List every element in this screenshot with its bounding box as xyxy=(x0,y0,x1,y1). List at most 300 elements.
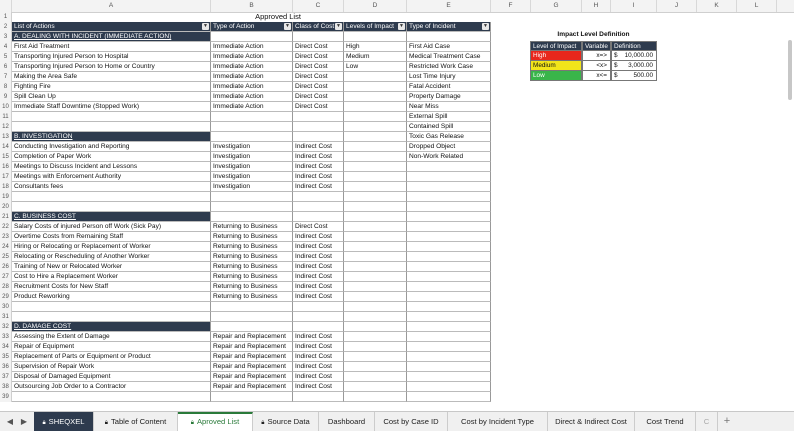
tab-aproved-list[interactable] xyxy=(178,412,253,431)
filter-dropdown-icon[interactable]: ▼ xyxy=(399,23,404,29)
cell-e[interactable]: Lost Time Injury xyxy=(407,72,491,82)
table-row xyxy=(0,312,794,322)
cell-e[interactable] xyxy=(407,172,491,182)
column-header-l[interactable]: L xyxy=(737,0,777,12)
tab-source-data[interactable] xyxy=(253,412,319,431)
column-header-c[interactable]: C xyxy=(293,0,344,12)
cell-d[interactable] xyxy=(344,352,407,362)
row-number[interactable]: 38 xyxy=(0,382,12,392)
tab-cost-by-incident-type[interactable] xyxy=(448,412,548,431)
cell-a[interactable]: Salary Costs of injured Person off Work (Sick Pay) xyxy=(12,222,211,232)
impact-variable[interactable]: x=> xyxy=(582,51,611,61)
cell-e[interactable]: Property Damage xyxy=(407,92,491,102)
cell-b[interactable] xyxy=(211,122,293,132)
tab-cost-trend[interactable] xyxy=(635,412,696,431)
cell-e[interactable] xyxy=(407,322,491,332)
row-number[interactable]: 32 xyxy=(0,322,12,332)
cell-e[interactable] xyxy=(407,292,491,302)
cell-b[interactable] xyxy=(211,212,293,222)
cell-d[interactable] xyxy=(344,142,407,152)
cell-e[interactable]: Fatal Accident xyxy=(407,82,491,92)
cell-a[interactable]: Product Reworking xyxy=(12,292,211,302)
cell-b[interactable]: Immediate Action xyxy=(211,62,293,72)
cell-a[interactable]: Outsourcing Job Order to a Contractor xyxy=(12,382,211,392)
impact-level-medium[interactable]: Medium xyxy=(530,61,582,71)
cell-a[interactable]: Fighting Fire xyxy=(12,82,211,92)
row-number[interactable]: 28 xyxy=(0,282,12,292)
tab-label: Table of Content xyxy=(110,417,167,426)
cell-c[interactable] xyxy=(293,112,344,122)
cell-b[interactable]: Immediate Action xyxy=(211,72,293,82)
impact-variable[interactable]: <x> xyxy=(582,61,611,71)
filter-dropdown-icon[interactable]: ▼ xyxy=(483,23,488,29)
table-row xyxy=(0,72,794,82)
cell-d[interactable] xyxy=(344,82,407,92)
cell-b[interactable]: Returning to Business xyxy=(211,242,293,252)
impact-row xyxy=(530,51,657,61)
cell-a[interactable]: Repair of Equipment xyxy=(12,342,211,352)
cell-c[interactable]: Indirect Cost xyxy=(293,242,344,252)
cell-a[interactable]: Training of New or Relocated Worker xyxy=(12,262,211,272)
cell-a[interactable]: Relocating or Rescheduling of Another Worker xyxy=(12,252,211,262)
row-number[interactable]: 23 xyxy=(0,232,12,242)
cell-e[interactable] xyxy=(407,262,491,272)
cell-c[interactable]: Indirect Cost xyxy=(293,162,344,172)
cell-b[interactable]: Repair and Replacement xyxy=(211,372,293,382)
cell-d[interactable] xyxy=(344,382,407,392)
cell-e[interactable] xyxy=(407,222,491,232)
filter-dropdown-icon[interactable]: ▼ xyxy=(285,23,290,29)
cell-e[interactable] xyxy=(407,192,491,202)
row-number[interactable]: 12 xyxy=(0,122,12,132)
cell-a[interactable]: Transporting Injured Person to Hospital xyxy=(12,52,211,62)
cell-d[interactable] xyxy=(344,112,407,122)
cell-b[interactable]: Repair and Replacement xyxy=(211,352,293,362)
cell-c[interactable]: Indirect Cost xyxy=(293,292,344,302)
cell-d[interactable] xyxy=(344,32,407,42)
cell-c[interactable]: Indirect Cost xyxy=(293,282,344,292)
cell-d[interactable]: High xyxy=(344,42,407,52)
cell-d[interactable] xyxy=(344,102,407,112)
cell-e[interactable] xyxy=(407,252,491,262)
row-number[interactable]: 5 xyxy=(0,52,12,62)
column-header-e[interactable]: E xyxy=(407,0,491,12)
cell-a[interactable] xyxy=(12,312,211,322)
cell-b[interactable]: Investigation xyxy=(211,182,293,192)
cell-c[interactable]: Direct Cost xyxy=(293,92,344,102)
column-header-a[interactable]: A xyxy=(12,0,211,12)
impact-definition[interactable] xyxy=(611,61,657,71)
cell-d[interactable] xyxy=(344,362,407,372)
cell-a[interactable]: Transporting Injured Person to Home or Country xyxy=(12,62,211,72)
row-number[interactable]: 13 xyxy=(0,132,12,142)
row-number[interactable]: 19 xyxy=(0,192,12,202)
cell-b[interactable]: Repair and Replacement xyxy=(211,332,293,342)
row-number[interactable]: 33 xyxy=(0,332,12,342)
filter-dropdown-icon[interactable]: ▼ xyxy=(203,23,208,29)
table-row xyxy=(0,332,794,342)
cell-e[interactable]: Non-Work Related xyxy=(407,152,491,162)
cell-c[interactable]: Indirect Cost xyxy=(293,152,344,162)
cell-c[interactable]: Direct Cost xyxy=(293,62,344,72)
row-number[interactable]: 25 xyxy=(0,252,12,262)
cell-d[interactable] xyxy=(344,162,407,172)
cell-b[interactable]: Immediate Action xyxy=(211,102,293,112)
row-number[interactable]: 17 xyxy=(0,172,12,182)
cell-d[interactable] xyxy=(344,302,407,312)
impact-header-cell: Definition xyxy=(611,41,657,51)
row-number[interactable]: 9 xyxy=(0,92,12,102)
cell-d[interactable] xyxy=(344,212,407,222)
row-number[interactable]: 27 xyxy=(0,272,12,282)
cell-b[interactable]: Immediate Action xyxy=(211,92,293,102)
cell-c[interactable] xyxy=(293,122,344,132)
tab-table-of-content[interactable] xyxy=(94,412,178,431)
cell-b[interactable]: Immediate Action xyxy=(211,82,293,92)
cell-e[interactable] xyxy=(407,182,491,192)
row-number[interactable]: 20 xyxy=(0,202,12,212)
cell-e[interactable] xyxy=(407,382,491,392)
cell-d[interactable]: Low xyxy=(344,62,407,72)
table-row xyxy=(0,92,794,102)
cell-b[interactable]: Repair and Replacement xyxy=(211,362,293,372)
cell-b[interactable] xyxy=(211,322,293,332)
cell-b[interactable]: Repair and Replacement xyxy=(211,382,293,392)
cell-d[interactable] xyxy=(344,152,407,162)
cell-a[interactable] xyxy=(12,122,211,132)
row-number[interactable]: 34 xyxy=(0,342,12,352)
cell-e[interactable]: Dropped Object xyxy=(407,142,491,152)
column-header-h[interactable]: H xyxy=(582,0,611,12)
column-title-class-of-cost xyxy=(293,22,344,32)
cell-b[interactable] xyxy=(211,202,293,212)
cell-c[interactable]: Indirect Cost xyxy=(293,252,344,262)
cell-a[interactable] xyxy=(12,392,211,402)
cell-d[interactable] xyxy=(344,72,407,82)
cell-c[interactable] xyxy=(293,132,344,142)
lock-icon: 🔒︎ xyxy=(104,420,108,426)
table-row xyxy=(0,62,794,72)
cell-e[interactable] xyxy=(407,302,491,312)
cell-b[interactable] xyxy=(211,192,293,202)
filter-dropdown-icon[interactable]: ▼ xyxy=(336,23,341,29)
cell-d[interactable] xyxy=(344,92,407,102)
cell-c[interactable] xyxy=(293,312,344,322)
cell-b[interactable] xyxy=(211,112,293,122)
cell-a[interactable]: Cost to Hire a Replacement Worker xyxy=(12,272,211,282)
cell-c[interactable]: Direct Cost xyxy=(293,82,344,92)
row-number[interactable]: 10 xyxy=(0,102,12,112)
cell-d[interactable] xyxy=(344,292,407,302)
cell-d[interactable] xyxy=(344,132,407,142)
tab-dashboard[interactable] xyxy=(319,412,375,431)
impact-level-high[interactable]: High xyxy=(530,51,582,61)
header-label: Type of Incident xyxy=(409,23,456,30)
cell-e[interactable] xyxy=(407,242,491,252)
cell-e[interactable]: Near Miss xyxy=(407,102,491,112)
row-number[interactable]: 30 xyxy=(0,302,12,312)
column-header-i[interactable]: I xyxy=(611,0,657,12)
cell-d[interactable]: Medium xyxy=(344,52,407,62)
cell-b[interactable] xyxy=(211,392,293,402)
header-label: Class of Cost xyxy=(295,23,335,30)
cell-e[interactable] xyxy=(407,212,491,222)
table-row xyxy=(0,212,794,222)
cell-d[interactable] xyxy=(344,242,407,252)
table-row xyxy=(0,372,794,382)
row-number[interactable]: 6 xyxy=(0,62,12,72)
row-number[interactable]: 8 xyxy=(0,82,12,92)
cell-c[interactable]: Direct Cost xyxy=(293,42,344,52)
row-number[interactable]: 11 xyxy=(0,112,12,122)
cell-d[interactable] xyxy=(344,282,407,292)
cell-a[interactable]: Spill Clean Up xyxy=(12,92,211,102)
cell-c[interactable]: Indirect Cost xyxy=(293,382,344,392)
cell-c[interactable]: Indirect Cost xyxy=(293,332,344,342)
cell-e[interactable] xyxy=(407,202,491,212)
table-row xyxy=(0,132,794,142)
cell-c[interactable]: Direct Cost xyxy=(293,102,344,112)
table-row xyxy=(0,252,794,262)
table-row xyxy=(0,162,794,172)
cell-a[interactable]: C. BUSINESS COST xyxy=(12,212,211,222)
cell-a[interactable]: Conducting Investigation and Reporting xyxy=(12,142,211,152)
cell-c[interactable]: Indirect Cost xyxy=(293,342,344,352)
cell-a[interactable]: Meetings with Enforcement Authority xyxy=(12,172,211,182)
column-header-k[interactable]: K xyxy=(697,0,737,12)
cell-b[interactable]: Returning to Business xyxy=(211,282,293,292)
cell-e[interactable] xyxy=(407,372,491,382)
cell-b[interactable]: Returning to Business xyxy=(211,272,293,282)
cell-c[interactable] xyxy=(293,212,344,222)
row-number[interactable]: 14 xyxy=(0,142,12,152)
tab-cost-by-case-id[interactable] xyxy=(375,412,448,431)
impact-variable[interactable]: x<= xyxy=(582,71,611,81)
cell-b[interactable]: Returning to Business xyxy=(211,262,293,272)
cell-b[interactable]: Investigation xyxy=(211,152,293,162)
cell-d[interactable] xyxy=(344,252,407,262)
cell-c[interactable]: Indirect Cost xyxy=(293,172,344,182)
row-number[interactable]: 18 xyxy=(0,182,12,192)
cell-d[interactable] xyxy=(344,182,407,192)
cell-c[interactable]: Indirect Cost xyxy=(293,372,344,382)
impact-row xyxy=(530,71,657,81)
cell-c[interactable]: Direct Cost xyxy=(293,222,344,232)
row-number[interactable]: 31 xyxy=(0,312,12,322)
cell-d[interactable] xyxy=(344,312,407,322)
cell-d[interactable] xyxy=(344,342,407,352)
cell-b[interactable]: Immediate Action xyxy=(211,42,293,52)
impact-definition[interactable] xyxy=(611,71,657,81)
row-number[interactable]: 35 xyxy=(0,352,12,362)
cell-e[interactable] xyxy=(407,352,491,362)
cell-e[interactable] xyxy=(407,272,491,282)
tab-scroll-left-icon[interactable]: ◀ xyxy=(6,417,14,426)
tab-c[interactable] xyxy=(696,412,718,431)
cell-e[interactable]: Restricted Work Case xyxy=(407,62,491,72)
cell-a[interactable]: Making the Area Safe xyxy=(12,72,211,82)
cell-b[interactable]: Returning to Business xyxy=(211,222,293,232)
cell-a[interactable] xyxy=(12,202,211,212)
cell-b[interactable]: Investigation xyxy=(211,142,293,152)
column-header-f[interactable]: F xyxy=(491,0,531,12)
row-number[interactable]: 15 xyxy=(0,152,12,162)
impact-definition[interactable] xyxy=(611,51,657,61)
tab-sheqxel[interactable] xyxy=(34,412,94,431)
row-number[interactable]: 4 xyxy=(0,42,12,52)
cell-e[interactable]: Medical Treatment Case xyxy=(407,52,491,62)
cell-c[interactable] xyxy=(293,392,344,402)
cell-d[interactable] xyxy=(344,122,407,132)
cell-a[interactable]: Recruitment Costs for New Staff xyxy=(12,282,211,292)
cell-b[interactable] xyxy=(211,32,293,42)
impact-header-cell: Variable xyxy=(582,41,611,51)
cell-b[interactable]: Repair and Replacement xyxy=(211,342,293,352)
row-number[interactable]: 22 xyxy=(0,222,12,232)
column-header-g[interactable]: G xyxy=(531,0,582,12)
column-header-j[interactable]: J xyxy=(657,0,697,12)
cell-d[interactable] xyxy=(344,222,407,232)
tab-label: Cost by Incident Type xyxy=(461,417,534,426)
cell-e[interactable]: External Spill xyxy=(407,112,491,122)
impact-header-row xyxy=(530,41,657,51)
cell-c[interactable]: Indirect Cost xyxy=(293,352,344,362)
cell-e[interactable] xyxy=(407,162,491,172)
cell-d[interactable] xyxy=(344,262,407,272)
cell-c[interactable]: Direct Cost xyxy=(293,72,344,82)
row-number[interactable]: 39 xyxy=(0,392,12,402)
cell-b[interactable] xyxy=(211,132,293,142)
cell-d[interactable] xyxy=(344,172,407,182)
row-number[interactable]: 24 xyxy=(0,242,12,252)
cell-a[interactable] xyxy=(12,112,211,122)
cell-b[interactable] xyxy=(211,312,293,322)
cell-b[interactable]: Returning to Business xyxy=(211,232,293,242)
cell-d[interactable] xyxy=(344,392,407,402)
row-number[interactable]: 36 xyxy=(0,362,12,372)
cell-c[interactable]: Indirect Cost xyxy=(293,362,344,372)
cell-a[interactable]: Overtime Costs from Remaining Staff xyxy=(12,232,211,242)
cell-b[interactable]: Investigation xyxy=(211,162,293,172)
cell-e[interactable] xyxy=(407,362,491,372)
cell-c[interactable] xyxy=(293,192,344,202)
cell-a[interactable]: Meetings to Discuss Incident and Lessons xyxy=(12,162,211,172)
cell-e[interactable] xyxy=(407,332,491,342)
row-number[interactable]: 1 xyxy=(0,12,12,22)
impact-level-low[interactable]: Low xyxy=(530,71,582,81)
row-number[interactable]: 37 xyxy=(0,372,12,382)
cell-a[interactable]: D. DAMAGE COST xyxy=(12,322,211,332)
cell-c[interactable] xyxy=(293,302,344,312)
cell-d[interactable] xyxy=(344,272,407,282)
cell-c[interactable]: Indirect Cost xyxy=(293,232,344,242)
cell-b[interactable]: Immediate Action xyxy=(211,52,293,62)
cell-e[interactable] xyxy=(407,32,491,42)
cell-e[interactable]: Contained Spill xyxy=(407,122,491,132)
cell-c[interactable] xyxy=(293,322,344,332)
cell-a[interactable]: Assessing the Extent of Damage xyxy=(12,332,211,342)
table-row xyxy=(0,222,794,232)
cell-a[interactable]: Disposal of Damaged Equipment xyxy=(12,372,211,382)
cell-e[interactable] xyxy=(407,392,491,402)
cell-c[interactable] xyxy=(293,32,344,42)
column-header-d[interactable]: D xyxy=(344,0,407,12)
tab-scroll-right-icon[interactable]: ▶ xyxy=(20,417,28,426)
cell-a[interactable]: Hiring or Relocating or Replacement of Worker xyxy=(12,242,211,252)
cell-c[interactable]: Indirect Cost xyxy=(293,272,344,282)
cell-c[interactable]: Indirect Cost xyxy=(293,142,344,152)
cell-d[interactable] xyxy=(344,232,407,242)
tab-direct-indirect-cost[interactable] xyxy=(548,412,635,431)
row-number[interactable]: 7 xyxy=(0,72,12,82)
cell-c[interactable]: Indirect Cost xyxy=(293,262,344,272)
lock-icon: 🔒︎ xyxy=(261,420,265,426)
cell-e[interactable]: Toxic Gas Release xyxy=(407,132,491,142)
cell-d[interactable] xyxy=(344,332,407,342)
cell-b[interactable]: Investigation xyxy=(211,172,293,182)
cell-c[interactable] xyxy=(293,202,344,212)
column-title-levels-of-impact xyxy=(344,22,407,32)
table-row xyxy=(0,52,794,62)
cell-c[interactable]: Indirect Cost xyxy=(293,182,344,192)
row-number[interactable]: 29 xyxy=(0,292,12,302)
cell-c[interactable]: Direct Cost xyxy=(293,52,344,62)
add-sheet-button[interactable]: + xyxy=(723,415,731,427)
cell-e[interactable] xyxy=(407,282,491,292)
row-number[interactable]: 3 xyxy=(0,32,12,42)
cell-a[interactable]: Consultants fees xyxy=(12,182,211,192)
cell-d[interactable] xyxy=(344,372,407,382)
select-all-corner[interactable] xyxy=(0,0,12,12)
cell-a[interactable] xyxy=(12,192,211,202)
table-row xyxy=(0,32,794,42)
cell-a[interactable]: A. DEALING WITH INCIDENT (IMMEDIATE ACTION) xyxy=(12,32,211,42)
impact-header-cell: Level of Impact xyxy=(530,41,582,51)
tab-label: Dashboard xyxy=(327,417,366,426)
cell-b[interactable]: Returning to Business xyxy=(211,292,293,302)
cell-e[interactable] xyxy=(407,342,491,352)
cell-a[interactable]: Replacement of Parts or Equipment or Product xyxy=(12,352,211,362)
cell-a[interactable]: First Aid Treatment xyxy=(12,42,211,52)
cell-a[interactable]: Immediate Staff Downtime (Stopped Work) xyxy=(12,102,211,112)
cell-e[interactable] xyxy=(407,232,491,242)
cell-e[interactable]: First Aid Case xyxy=(407,42,491,52)
row-number[interactable]: 26 xyxy=(0,262,12,272)
cell-a[interactable]: Supervision of Repair Work xyxy=(12,362,211,372)
cell-a[interactable]: Completion of Paper Work xyxy=(12,152,211,162)
table-row xyxy=(0,362,794,372)
cell-d[interactable] xyxy=(344,202,407,212)
table-row xyxy=(0,392,794,402)
cell-e[interactable] xyxy=(407,312,491,322)
row-number[interactable]: 21 xyxy=(0,212,12,222)
table-row xyxy=(0,182,794,192)
vertical-scrollbar[interactable] xyxy=(788,40,792,100)
row-number[interactable]: 16 xyxy=(0,162,12,172)
lock-icon: 🔒︎ xyxy=(42,420,46,426)
tab-label: SHEQXEL xyxy=(48,417,85,426)
impact-value: 3,000.00 xyxy=(628,62,653,69)
cell-b[interactable] xyxy=(211,302,293,312)
cell-a[interactable] xyxy=(12,302,211,312)
cell-b[interactable]: Returning to Business xyxy=(211,252,293,262)
row-number[interactable]: 2 xyxy=(0,22,12,32)
cell-d[interactable] xyxy=(344,192,407,202)
cell-d[interactable] xyxy=(344,322,407,332)
column-header-b[interactable]: B xyxy=(211,0,293,12)
cell-a[interactable]: B. INVESTIGATION xyxy=(12,132,211,142)
table-row xyxy=(0,82,794,92)
